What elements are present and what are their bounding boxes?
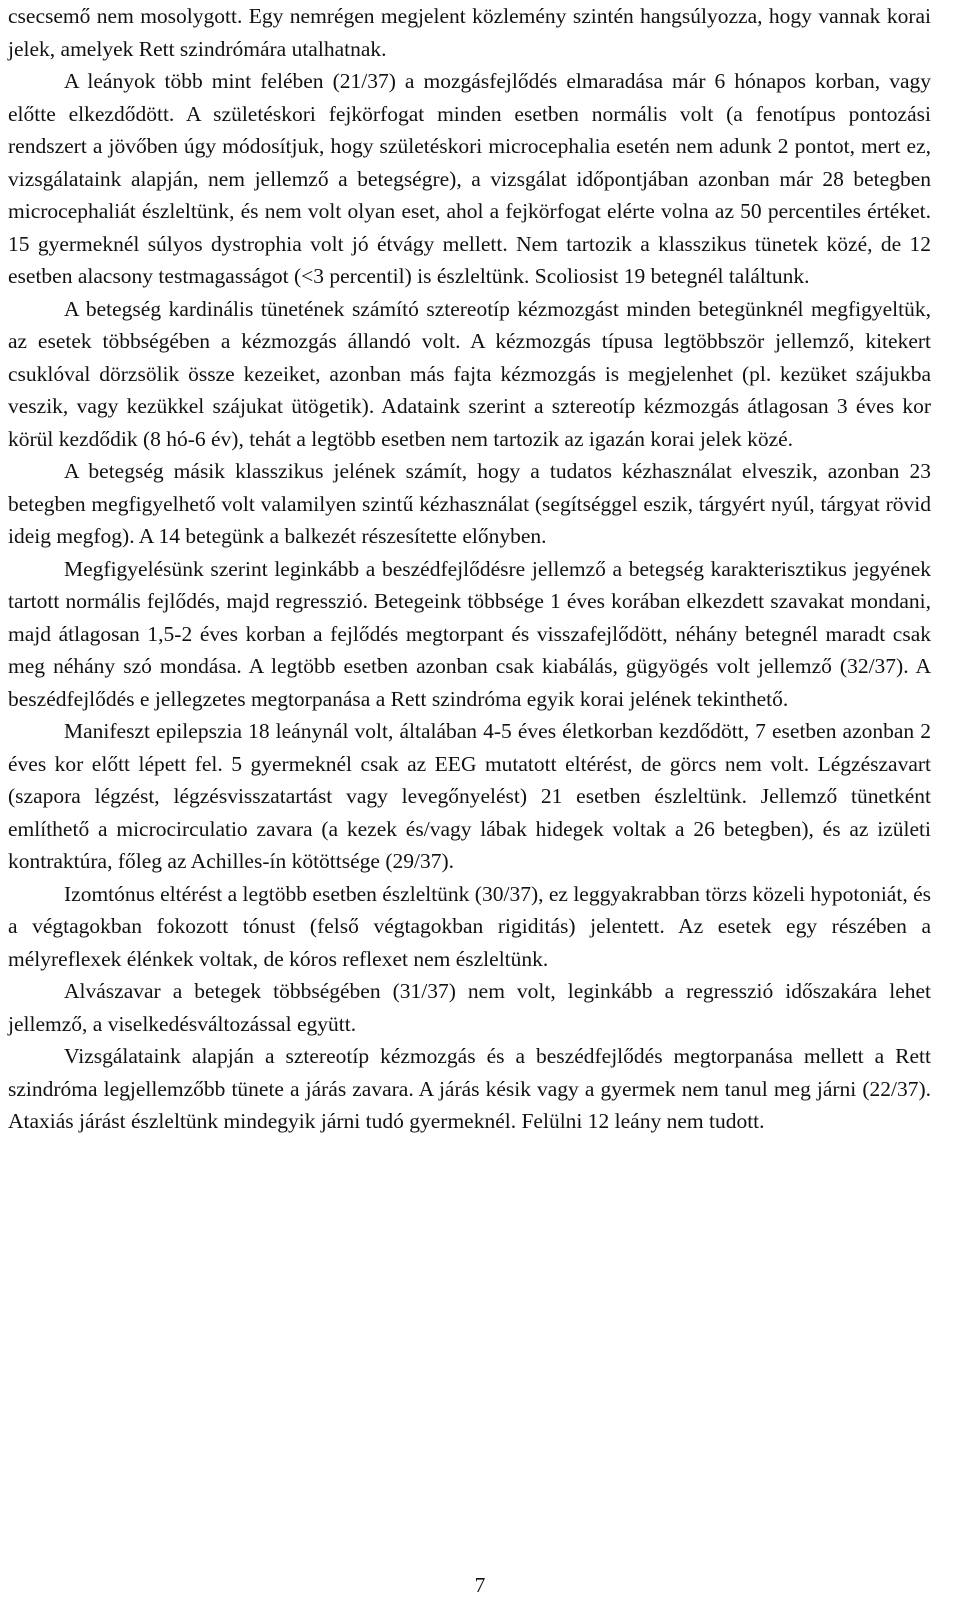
page-number: 7	[474, 1573, 486, 1597]
paragraph-motor-development: A leányok több mint felében (21/37) a mozgásfejlődés elmaradása már 6 hónapos korban, vagy előtte elkezdődött. A születéskori fejkörfogat minden esetben normális volt (a fenotípus pontozási rendszert a jövőben úgy módosítjuk, hogy születéskori microcephalia esetén nem adunk 2 pontot, mert ez, vizsgálataink alapján, nem jellemző a betegségre), a vizsgálat időpontjában azonban már 28 betegben microcephaliát észleltünk, és nem volt olyan eset, ahol a fejkörfogat elérte volna az 50 percentiles értéket. 15 gyermeknél súlyos dystrophia volt jó étvágy mellett. Nem tartozik a klasszikus tünetek közé, de 12 esetben alacsony testmagasságot (<3 percentil) is észleltünk. Scoliosist 19 betegnél találtunk.	[8, 69, 931, 288]
paragraph-continuation: csecsemő nem mosolygott. Egy nemrégen megjelent közlemény szintén hangsúlyozza, hogy vannak korai jelek, amelyek Rett szindrómára utalhatnak.	[8, 4, 931, 61]
paragraph-speech-development: Megfigyelésünk szerint leginkább a beszédfejlődésre jellemző a betegség karakterisztikus jegyének tartott normális fejlődés, majd regresszió. Betegeink többsége 1 éves korában elkezdett szavakat mondani, majd átlagosan 1,5-2 éves korban a fejlődés megtorpant és visszafejlődött, néhány betegnél maradt csak meg néhány szó mondása. A legtöbb esetben azonban csak kiabálás, gügyögés volt jellemző (32/37). A beszédfejlődés e jellegzetes megtorpanása a Rett szindróma egyik korai jelének tekinthető.	[8, 556, 931, 711]
paragraph-epilepsy: Manifeszt epilepszia 18 leánynál volt, általában 4-5 éves életkorban kezdődött, 7 esetben azonban 2 éves kor előtt lépett fel. 5 gyermeknél csak az EEG mutatott eltérést, de görcs nem volt. Légzészavart (szapora légzést, légzésvisszatartást vagy levegőnyelést) 21 esetben észleltünk. Jellemző tünetként említhető a microcirculatio zavara (a kezek és/vagy lábak hidegek voltak a 26 betegben), és az izületi kontraktúra, főleg az Achilles-ín kötöttsége (29/37).	[8, 719, 931, 873]
paragraph-walking: Vizsgálataink alapján a sztereotíp kézmozgás és a beszédfejlődés megtorpanása mellett a Rett szindróma legjellemzőbb tünete a járás zavara. A járás késik vagy a gyermek nem tanul meg járni (22/37). Ataxiás járást észleltünk mindegyik járni tudó gyermeknél. Felülni 12 leány nem tudott.	[8, 1044, 931, 1133]
paragraph-sleep: Alvászavar a betegek többségében (31/37) nem volt, leginkább a regresszió időszakára lehet jellemző, a viselkedésváltozással együtt.	[8, 979, 931, 1036]
paragraph-muscle-tone: Izomtónus eltérést a legtöbb esetben észleltünk (30/37), ez leggyakrabban törzs közeli hypotoniát, és a végtagokban fokozott tónust (felső végtagokban rigiditás) jelentett. Az esetek egy részében a mélyreflexek élénkek voltak, de kóros reflexet nem észleltünk.	[8, 881, 931, 971]
document-body	[8, 0, 931, 1138]
paragraph-hand-movement: A betegség kardinális tünetének számító sztereotíp kézmozgást minden betegünknél megfigyeltük, az esetek többségében a kézmozgás állandó volt. A kézmozgás típusa legtöbbször jellemző, kitekert csuklóval dörzsölik össze kezeiket, azonban más fajta kézmozgás is megjelenhet (pl. kezüket szájukba veszik, vagy kezükkel szájukat ütögetik). Adataink szerint a sztereotíp kézmozgás átlagosan 3 éves kor körül kezdődik (8 hó-6 év), tehát a legtöbb esetben nem tartozik az igazán korai jelek közé.	[8, 296, 931, 451]
paragraph-hand-use: A betegség másik klasszikus jelének számít, hogy a tudatos kézhasználat elveszik, azonban 23 betegben megfigyelhető volt valamilyen szintű kézhasználat (segítséggel eszik, tárgyért nyúl, tárgyat rövid ideig megfog). A 14 betegünk a balkezét részesítette előnyben.	[8, 459, 931, 548]
